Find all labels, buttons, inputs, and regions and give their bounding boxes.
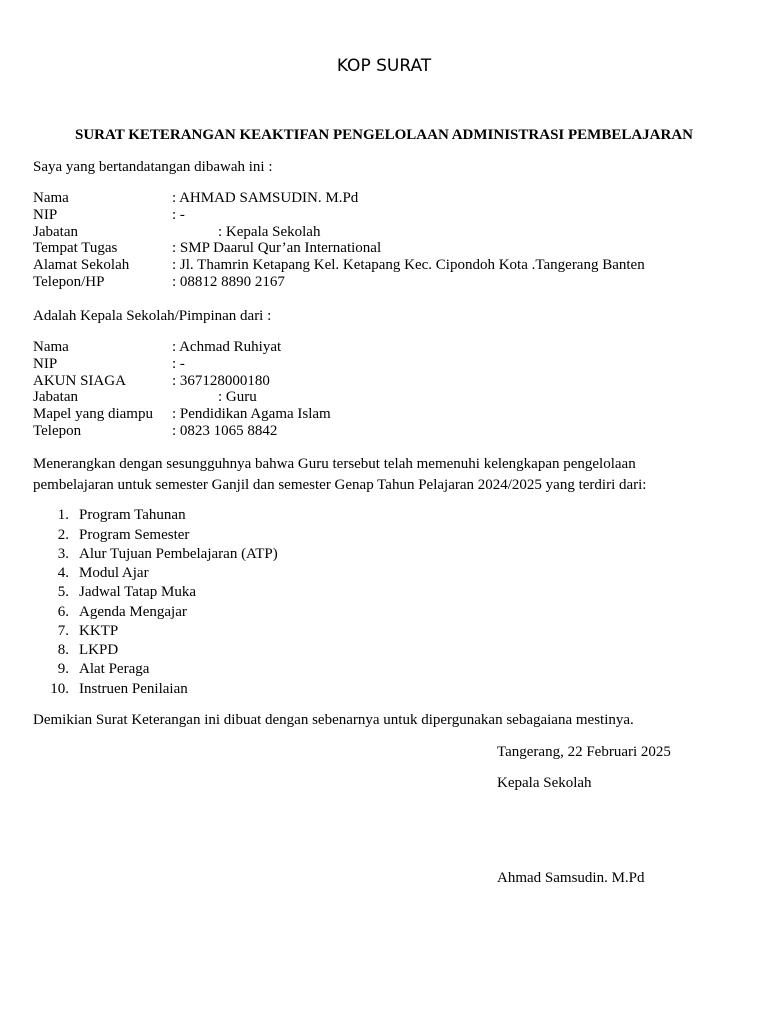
signature-name: Ahmad Samsudin. M.Pd (497, 870, 645, 886)
list-item: Jadwal Tatap Muka (79, 584, 196, 600)
intro2-text: Adalah Kepala Sekolah/Pimpinan dari : (33, 308, 272, 324)
teacher-siaga-label: AKUN SIAGA (33, 373, 126, 389)
list-item-number: 3. (57, 546, 69, 562)
letterhead-title: KOP SURAT (336, 56, 432, 76)
list-item: Modul Ajar (79, 565, 149, 581)
signer-phone-label: Telepon/HP (33, 274, 105, 290)
signature-role: Kepala Sekolah (497, 775, 592, 791)
signer-nip-value: : - (172, 207, 185, 223)
list-item-number: 10. (50, 681, 69, 697)
signer-workplace-label: Tempat Tugas (33, 240, 118, 256)
closing-text: Demikian Surat Keterangan ini dibuat dengan sebenarnya untuk dipergunakan sebagaiana mestinya. (33, 712, 634, 728)
signer-address-label: Alamat Sekolah (33, 257, 130, 273)
list-item: LKPD (79, 642, 119, 658)
signer-address-value: : Jl. Thamrin Ketapang Kel. Ketapang Kec. Cipondoh Kota .Tangerang Banten (172, 257, 645, 273)
signer-position-value: : Kepala Sekolah (218, 224, 321, 240)
list-item-number: 1. (57, 507, 69, 523)
teacher-name-label: Nama (33, 339, 69, 355)
statement-line-2: pembelajaran untuk semester Ganjil dan semester Genap Tahun Pelajaran 2024/2025 yang terdiri dari: (33, 477, 647, 493)
list-item: Program Semester (79, 527, 190, 543)
statement-line-1: Menerangkan dengan sesungguhnya bahwa Guru tersebut telah memenuhi kelengkapan pengelolaan (33, 456, 636, 472)
signer-position-label: Jabatan (33, 224, 78, 240)
teacher-subject-value: : Pendidikan Agama Islam (172, 406, 331, 422)
teacher-name-value: : Achmad Ruhiyat (172, 339, 282, 355)
teacher-position-label: Jabatan (33, 389, 78, 405)
list-item-number: 8. (57, 642, 69, 658)
teacher-siaga-value: : 367128000180 (172, 373, 270, 389)
list-item-number: 6. (57, 604, 69, 620)
list-item: Alat Peraga (79, 661, 150, 677)
list-item-number: 2. (57, 527, 69, 543)
teacher-nip-label: NIP (33, 356, 58, 372)
list-item: Alur Tujuan Pembelajaran (ATP) (79, 546, 278, 562)
letter-title: SURAT KETERANGAN KEAKTIFAN PENGELOLAAN ADMINISTRASI PEMBELAJARAN (75, 127, 693, 143)
signer-name-value: : AHMAD SAMSUDIN. M.Pd (172, 190, 359, 206)
signer-name-label: Nama (33, 190, 69, 206)
list-item-number: 5. (57, 584, 69, 600)
signer-workplace-value: : SMP Daarul Qur’an International (172, 240, 382, 256)
signer-phone-value: : 08812 8890 2167 (172, 274, 285, 290)
intro-text: Saya yang bertandatangan dibawah ini : (33, 159, 273, 175)
teacher-nip-value: : - (172, 356, 185, 372)
teacher-subject-label: Mapel yang diampu (33, 406, 153, 422)
list-item-number: 4. (57, 565, 69, 581)
signer-nip-label: NIP (33, 207, 58, 223)
teacher-position-value: : Guru (218, 389, 257, 405)
list-item: Agenda Mengajar (79, 604, 187, 620)
teacher-phone-label: Telepon (33, 423, 82, 439)
list-item: KKTP (79, 623, 119, 639)
list-item: Instruen Penilaian (79, 681, 188, 697)
list-item-number: 7. (57, 623, 69, 639)
list-item: Program Tahunan (79, 507, 186, 523)
signature-place-date: Tangerang, 22 Februari 2025 (497, 744, 671, 760)
list-item-number: 9. (57, 661, 69, 677)
teacher-phone-value: : 0823 1065 8842 (172, 423, 278, 439)
